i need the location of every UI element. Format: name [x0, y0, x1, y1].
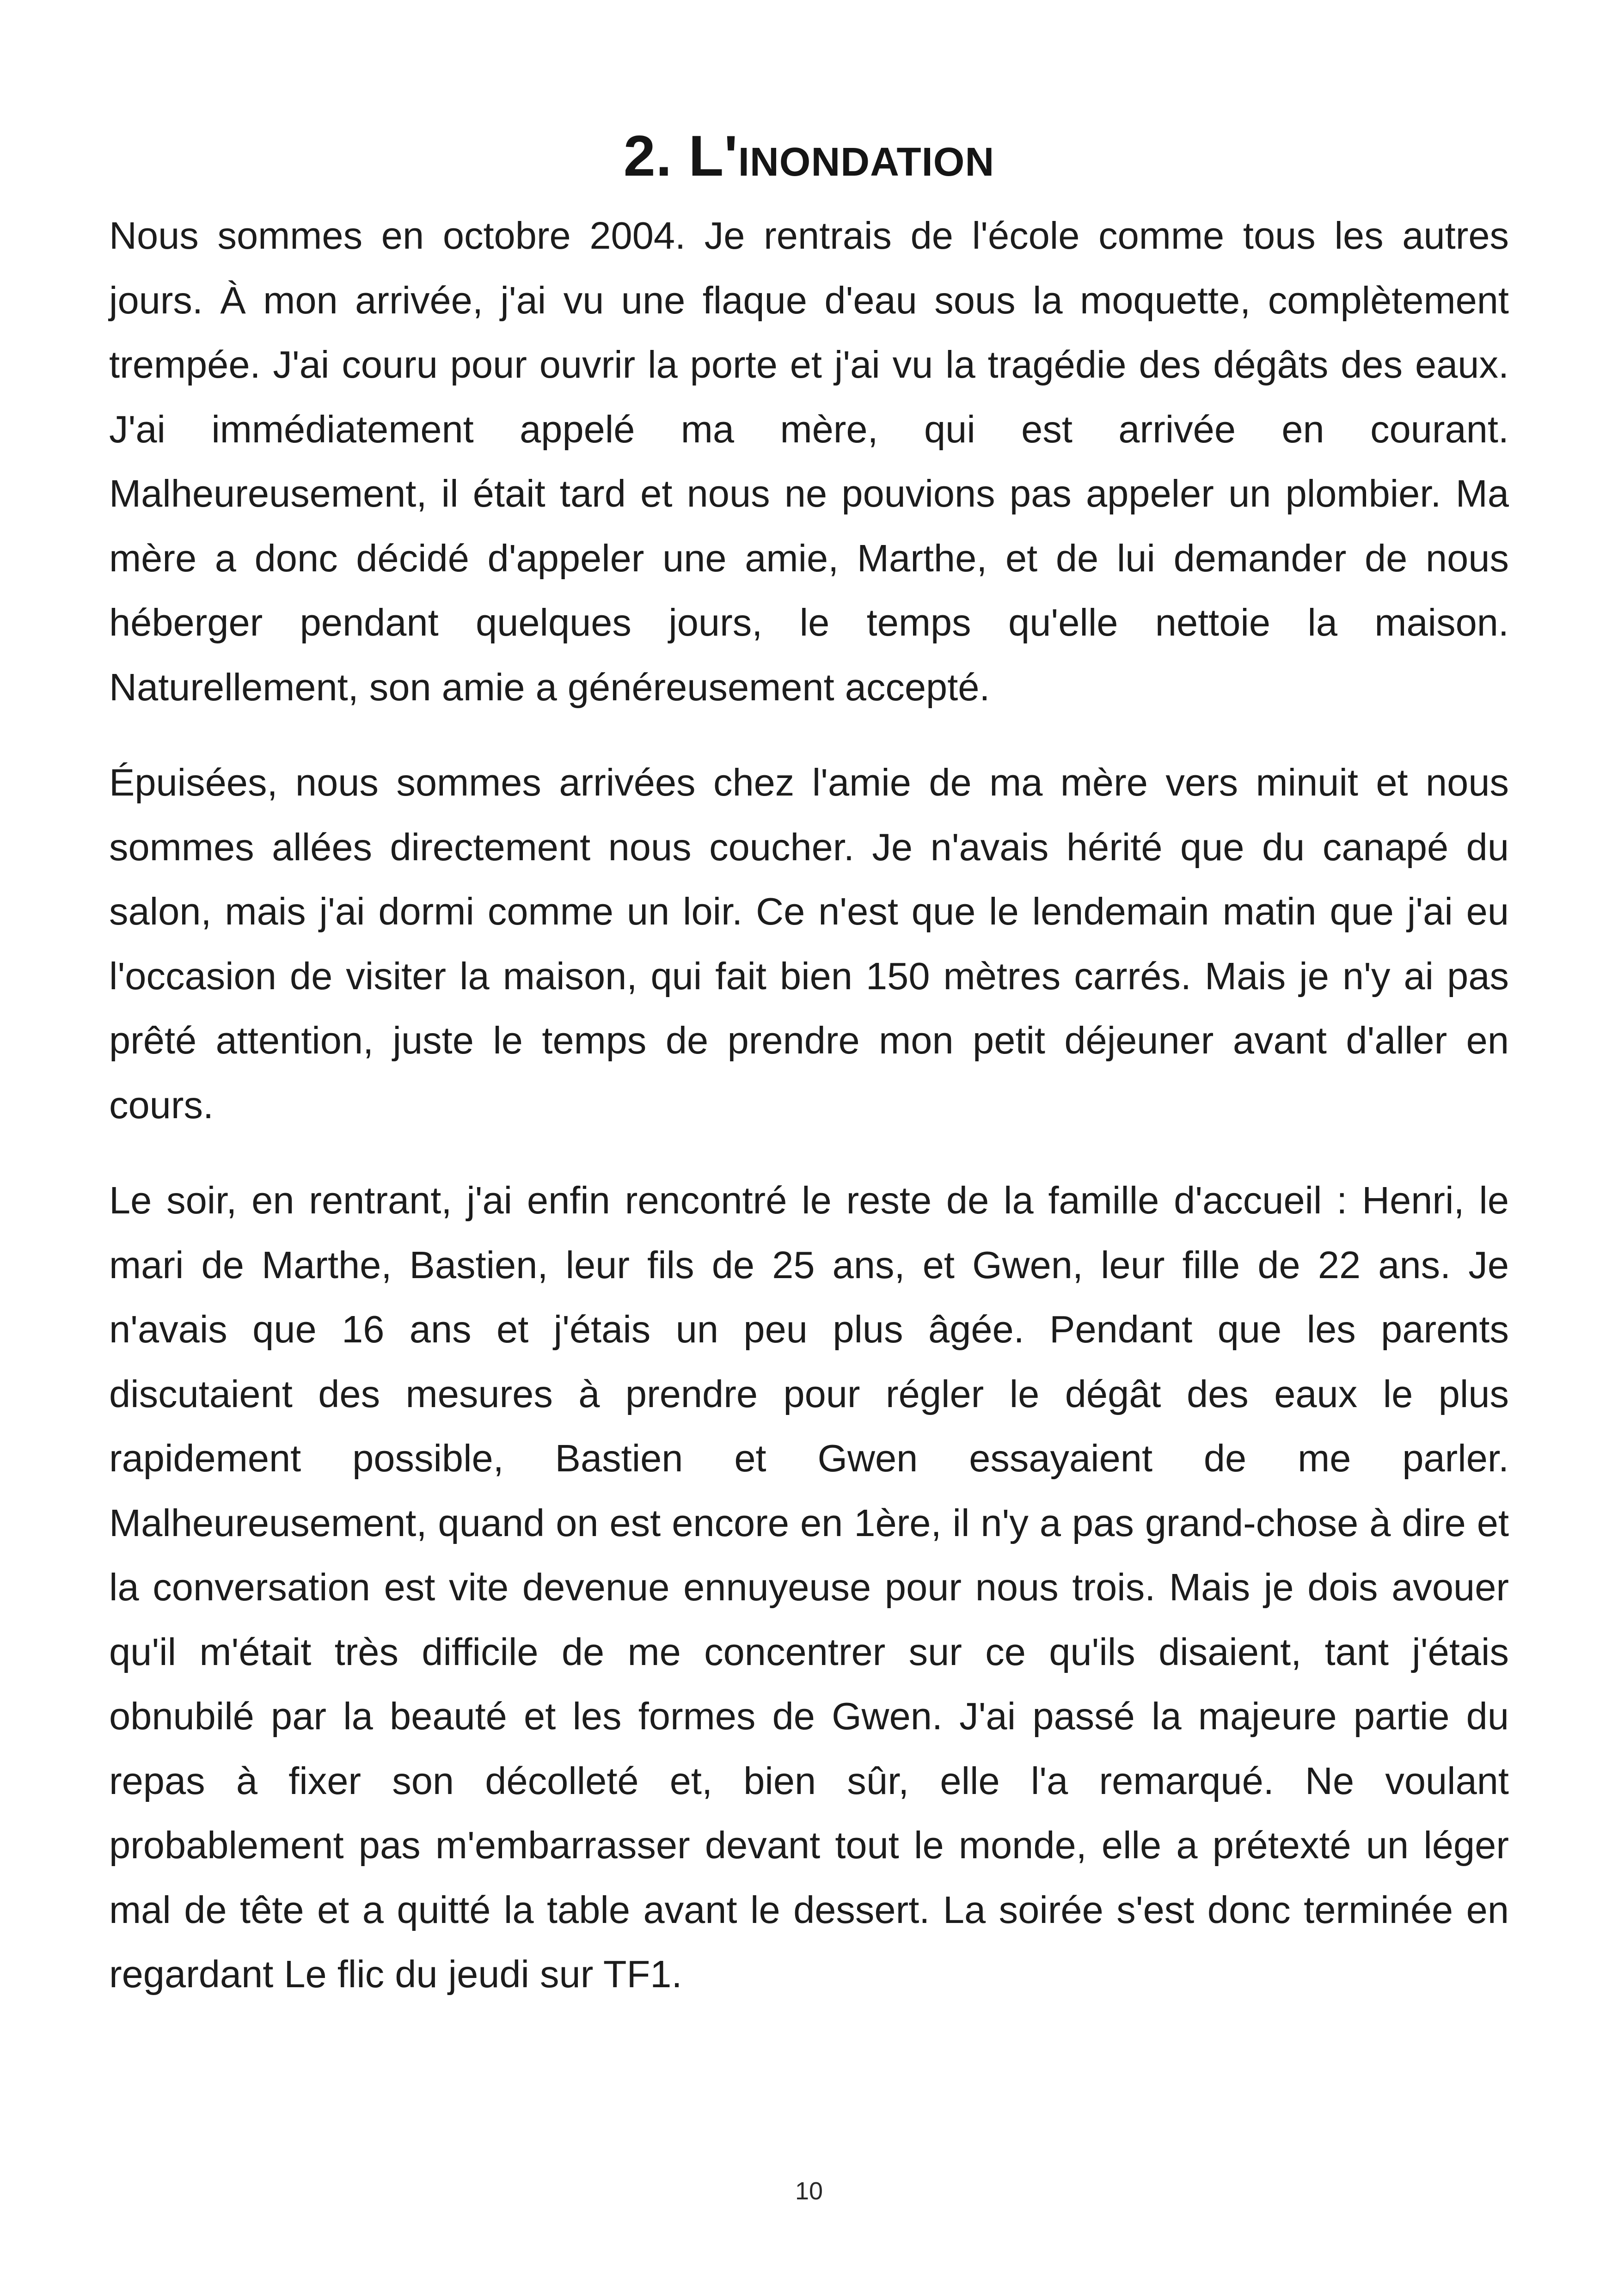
- paragraph: Le soir, en rentrant, j'ai enfin rencontré le reste de la famille d'accueil : Henri, le mari de Marthe, Bastien, leur fils de 25 ans, et Gwen, leur fille de 22 ans. Je n'avais que 16 ans et j'étais un peu plus âgée. Pendant que les parents discutaient des mesures à prendre pour régler le dégât des eaux le plus rapidement possible, Bastien et Gwen essayaient de me parler. Malheureusement, quand on est encore en 1ère, il n'y a pas grand-chose à dire et la conversation est vite devenue ennuyeuse pour nous trois. Mais je dois avouer qu'il m'était très difficile de me concentrer sur ce qu'ils disaient, tant j'étais obnubilé par la beauté et les formes de Gwen. J'ai passé la majeure partie du repas à fixer son décolleté et, bien sûr, elle l'a remarqué. Ne voulant probablement pas m'embarrasser devant tout le monde, elle a prétexté un léger mal de tête et a quitté la table avant le dessert. La soirée s'est donc terminée en regardant Le flic du jeudi sur TF1.: [109, 1179, 1509, 1996]
- chapter-title-prefix: 2. L': [623, 124, 738, 189]
- paragraph: Épuisées, nous sommes arrivées chez l'amie de ma mère vers minuit et nous sommes allées directement nous coucher. Je n'avais hérité que du canapé du salon, mais j'ai dormi comme un loir. Ce n'est que le lendemain matin que j'ai eu l'occasion de visiter la maison, qui fait bien 150 mètres carrés. Mais je n'y ai pas prêté attention, juste le temps de prendre mon petit déjeuner avant d'aller en cours.: [109, 761, 1509, 1127]
- chapter-title: [0, 119, 1618, 193]
- paragraph: Nous sommes en octobre 2004. Je rentrais de l'école comme tous les autres jours. À mon arrivée, j'ai vu une flaque d'eau sous la moquette, complètement trempée. J'ai couru pour ouvrir la porte et j'ai vu la tragédie des dégâts des eaux. J'ai immédiatement appelé ma mère, qui est arrivée en courant. Malheureusement, il était tard et nous ne pouvions pas appeler un plombier. Ma mère a donc décidé d'appeler une amie, Marthe, et de lui demander de nous héberger pendant quelques jours, le temps qu'elle nettoie la maison. Naturellement, son amie a généreusement accepté.: [109, 214, 1509, 709]
- page-number: 10: [795, 2177, 823, 2205]
- chapter-title-rest: inondation: [738, 124, 995, 189]
- chapter-body: [109, 203, 1509, 2007]
